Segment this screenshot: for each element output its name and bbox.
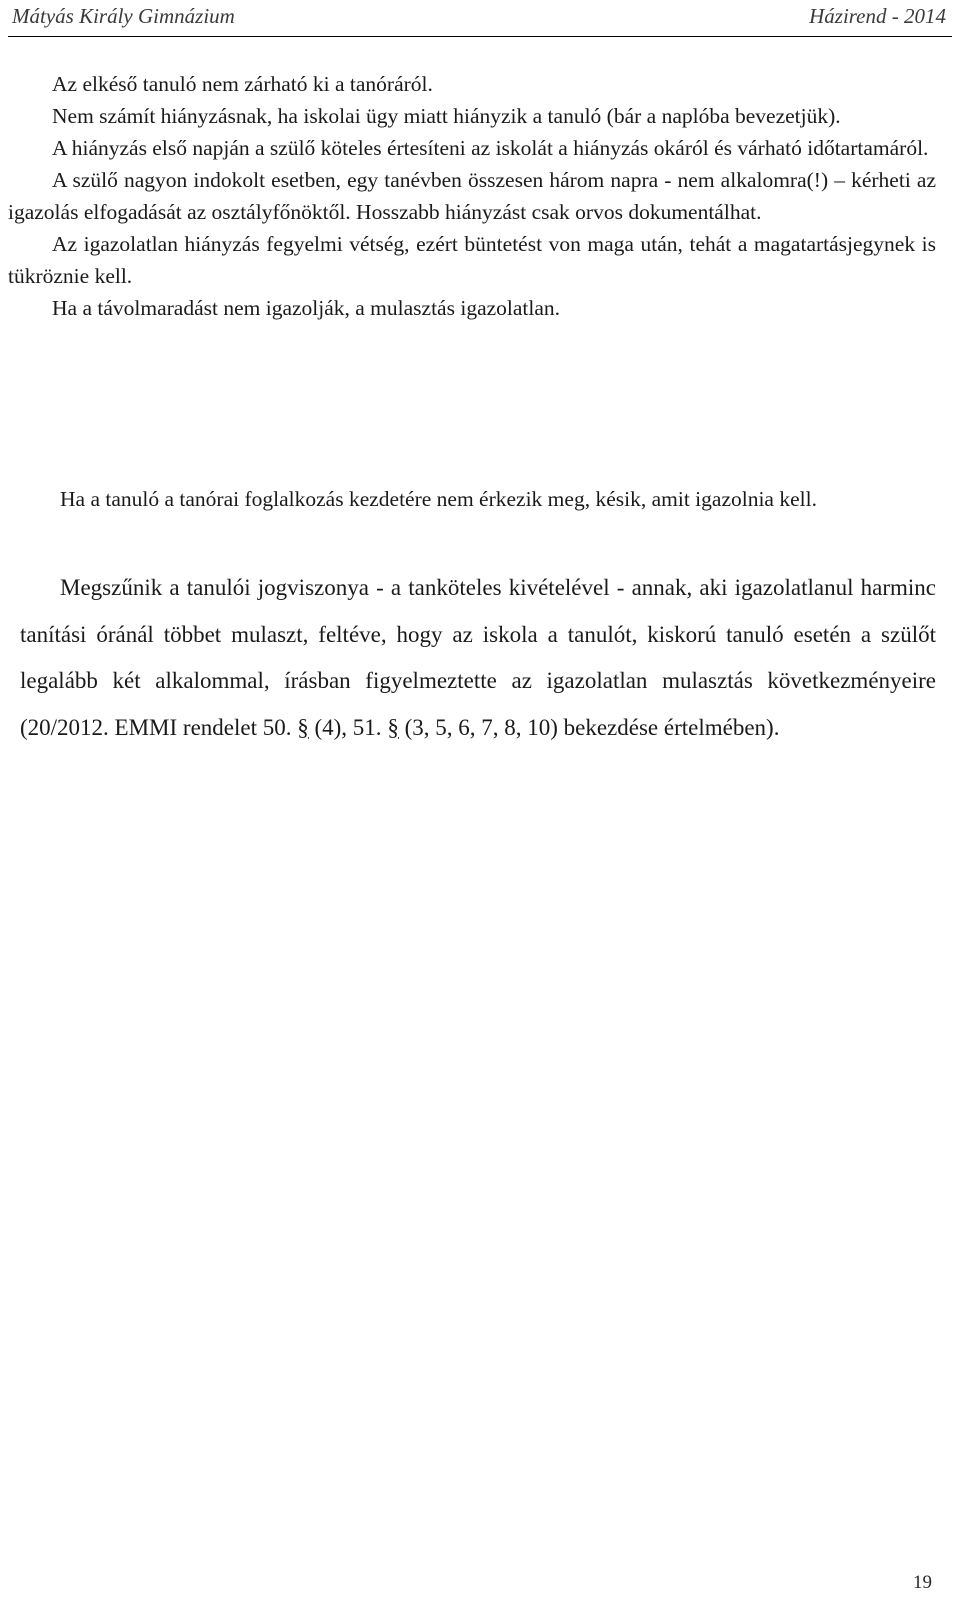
school-name: Mátyás Király Gimnázium: [12, 4, 235, 28]
rules-text-block: [8, 68, 936, 324]
page-header: [8, 0, 952, 37]
section-sign-2: §: [387, 714, 399, 740]
paragraph-termination: [20, 565, 936, 751]
paragraph-unexcused-definition: Ha a távolmaradást nem igazolják, a mulasztás igazolatlan.: [52, 296, 561, 320]
paragraph-school-business: Nem számít hiányzásnak, ha iskolai ügy miatt hiányzik a tanuló (bár a naplóba bevezetjük).: [52, 104, 841, 128]
paragraph-lateness: Ha a tanuló a tanórai foglalkozás kezdetére nem érkezik meg, késik, amit igazolnia kell.: [60, 487, 817, 511]
document-title: Házirend - 2014: [809, 4, 946, 28]
paragraph-late-arrival: Az elkéső tanuló nem zárható ki a tanóráról.: [52, 72, 433, 96]
page-number: 19: [913, 1572, 932, 1593]
section-sign-1: §: [297, 714, 309, 740]
termination-text-2: (4), 51.: [308, 714, 388, 740]
paragraph-parent-excuse: A szülő nagyon indokolt esetben, egy tanévben összesen három napra - nem alkalomra(!) – kérheti az igazolás elfogadását az osztályfőnöktől. Hosszabb hiányzást csak orvos dokumentálhat.: [8, 168, 936, 224]
paragraph-unexcused-absence: Az igazolatlan hiányzás fegyelmi vétség, ezért büntetést von maga után, tehát a magatartásjegynek is tükröznie kell.: [8, 232, 936, 288]
termination-text-1: Megszűnik a tanulói jogviszonya - a tanköteles kivételével - annak, aki igazolatlanul harminc tanítási óránál többet mulaszt, feltéve, hogy az iskola a tanulót, kiskorú tanuló esetén a szülőt legalább két alkalommal, írásban figyelmeztette az igazolatlan mulasztás következményeire (20/2012. EMMI rendelet 50.: [20, 575, 936, 740]
paragraph-parent-notification: A hiányzás első napján a szülő köteles értesíteni az iskolát a hiányzás okáról és várható időtartamáról.: [52, 136, 929, 160]
termination-text-3: (3, 5, 6, 7, 8, 10) bekezdése értelmében).: [398, 714, 780, 740]
